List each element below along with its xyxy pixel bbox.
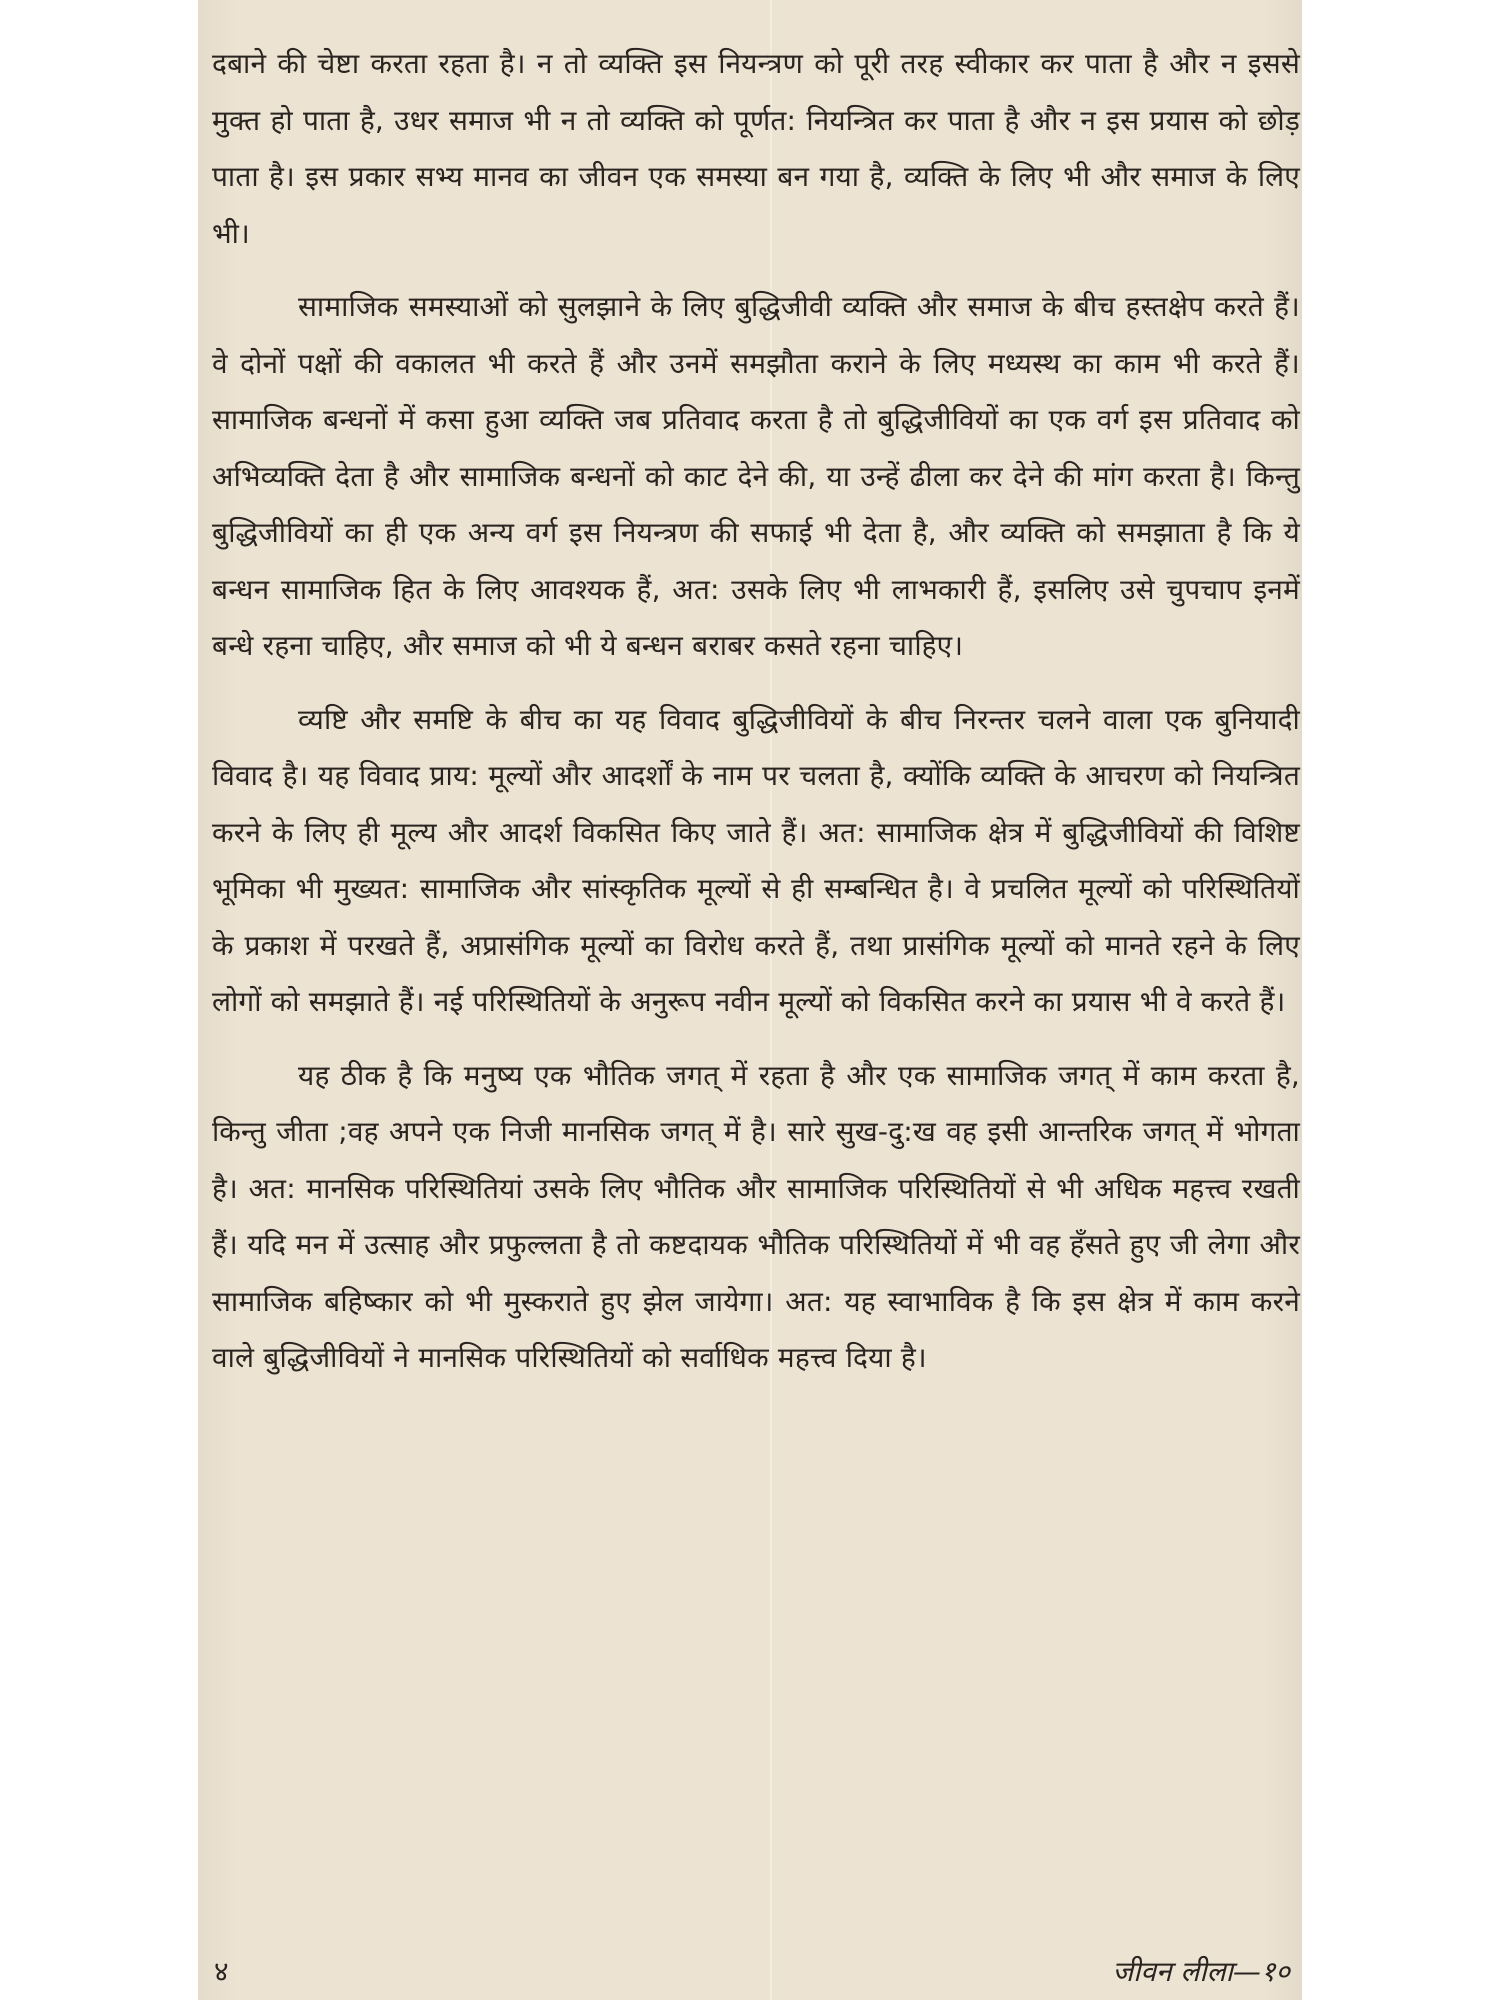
book-page bbox=[198, 0, 1302, 2000]
page-number: ४ bbox=[214, 1955, 229, 1988]
scan-margin-left bbox=[0, 0, 198, 2000]
paragraph-3: व्यष्टि और समष्टि के बीच का यह विवाद बुद्धिजीवियों के बीच निरन्तर चलने वाला एक बुनियादी विवाद है। यह विवाद प्राय: मूल्यों और आदर्शों के नाम पर चलता है, क्योंकि व्यक्ति के आचरण को नियन्त्रित करने के लिए ही मूल्य और आदर्श विकसित किए जाते हैं। अत: सामाजिक क्षेत्र में बुद्धिजीवियों की विशिष्ट भूमिका भी मुख्यत: सामाजिक और सांस्कृतिक मूल्यों से ही सम्बन्धित है। वे प्रचलित मूल्यों को परिस्थितियों के प्रकाश में परखते हैं, अप्रासंगिक मूल्यों का विरोध करते हैं, तथा प्रासंगिक मूल्यों को मानते रहने के लिए लोगों को समझाते हैं। नई परिस्थितियों के अनुरूप नवीन मूल्यों को विकसित करने का प्रयास भी वे करते हैं। bbox=[212, 702, 1300, 1018]
scan-margin-right bbox=[1302, 0, 1500, 2000]
paragraph-1: दबाने की चेष्टा करता रहता है। न तो व्यक्ति इस नियन्त्रण को पूरी तरह स्वीकार कर पाता है और न इससे मुक्त हो पाता है, उधर समाज भी न तो व्यक्ति को पूर्णत: नियन्त्रित कर पाता है और न इस प्रयास को छोड़ पाता है। इस प्रकार सभ्य मानव का जीवन एक समस्या बन गया है, व्यक्ति के लिए भी और समाज के लिए भी। bbox=[212, 47, 1300, 250]
body-text bbox=[212, 36, 1300, 1404]
page-footer bbox=[198, 1955, 1302, 2000]
paragraph-2: सामाजिक समस्याओं को सुलझाने के लिए बुद्धिजीवी व्यक्ति और समाज के बीच हस्तक्षेप करते हैं। वे दोनों पक्षों की वकालत भी करते हैं और उनमें समझौता कराने के लिए मध्यस्थ का काम भी करते हैं। सामाजिक बन्धनों में कसा हुआ व्यक्ति जब प्रतिवाद करता है तो बुद्धिजीवियों का एक वर्ग इस प्रतिवाद को अभिव्यक्ति देता है और सामाजिक बन्धनों को काट देने की, या उन्हें ढीला कर देने की मांग करता है। किन्तु बुद्धिजीवियों का ही एक अन्य वर्ग इस नियन्त्रण की सफाई भी देता है, और व्यक्ति को समझाता है कि ये बन्धन सामाजिक हित के लिए आवश्यक हैं, अत: उसके लिए भी लाभकारी हैं, इसलिए उसे चुपचाप इनमें बन्धे रहना चाहिए, और समाज को भी ये बन्धन बराबर कसते रहना चाहिए। bbox=[212, 290, 1300, 662]
running-head: जीवन लीला—१० bbox=[1112, 1955, 1290, 1988]
paragraph-4: यह ठीक है कि मनुष्य एक भौतिक जगत् में रहता है और एक सामाजिक जगत् में काम करता है, किन्तु जीता ;वह अपने एक निजी मानसिक जगत् में है। सारे सुख-दु:ख वह इसी आन्तरिक जगत् में भोगता है। अत: मानसिक परिस्थितियां उसके लिए भौतिक और सामाजिक परिस्थितियों से भी अधिक महत्त्व रखती हैं। यदि मन में उत्साह और प्रफुल्लता है तो कष्टदायक भौतिक परिस्थितियों में भी वह हँसते हुए जी लेगा और सामाजिक बहिष्कार को भी मुस्कराते हुए झेल जायेगा। अत: यह स्वाभाविक है कि इस क्षेत्र में काम करने वाले बुद्धिजीवियों ने मानसिक परिस्थितियों को सर्वाधिक महत्त्व दिया है। bbox=[212, 1058, 1300, 1374]
